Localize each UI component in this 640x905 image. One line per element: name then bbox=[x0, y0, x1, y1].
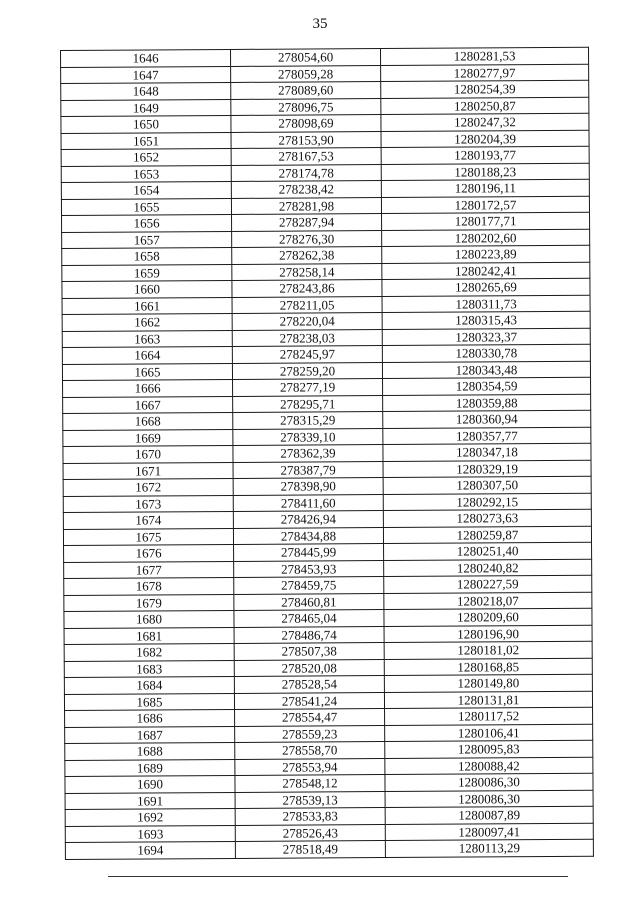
y-coordinate-cell: 1280347,18 bbox=[383, 443, 591, 461]
x-coordinate-cell: 278528,54 bbox=[234, 676, 384, 693]
point-number-cell: 1654 bbox=[61, 181, 231, 199]
y-coordinate-cell: 1280113,29 bbox=[385, 839, 593, 857]
y-coordinate-cell: 1280196,11 bbox=[381, 179, 589, 197]
point-number-cell: 1679 bbox=[64, 594, 234, 612]
point-number-cell: 1681 bbox=[64, 627, 234, 645]
x-coordinate-cell: 278554,47 bbox=[235, 709, 385, 726]
point-number-cell: 1694 bbox=[65, 841, 235, 859]
y-coordinate-cell: 1280311,73 bbox=[382, 295, 590, 313]
y-coordinate-cell: 1280307,50 bbox=[383, 476, 591, 494]
x-coordinate-cell: 278507,38 bbox=[234, 643, 384, 660]
point-number-cell: 1660 bbox=[62, 280, 232, 298]
y-coordinate-cell: 1280360,94 bbox=[383, 410, 591, 428]
y-coordinate-cell: 1280259,87 bbox=[383, 526, 591, 544]
y-coordinate-cell: 1280323,37 bbox=[382, 328, 590, 346]
point-number-cell: 1650 bbox=[61, 115, 231, 133]
x-coordinate-cell: 278339,10 bbox=[233, 428, 383, 445]
x-coordinate-cell: 278258,14 bbox=[232, 263, 382, 280]
y-coordinate-cell: 1280196,90 bbox=[384, 625, 592, 643]
y-coordinate-cell: 1280168,85 bbox=[384, 658, 592, 676]
y-coordinate-cell: 1280086,30 bbox=[385, 773, 593, 791]
x-coordinate-cell: 278533,83 bbox=[235, 808, 385, 825]
point-number-cell: 1675 bbox=[63, 528, 233, 546]
point-number-cell: 1657 bbox=[62, 231, 232, 249]
page-bottom-rule bbox=[108, 876, 568, 877]
x-coordinate-cell: 278387,79 bbox=[233, 461, 383, 478]
point-number-cell: 1655 bbox=[61, 198, 231, 216]
x-coordinate-cell: 278098,69 bbox=[231, 115, 381, 132]
y-coordinate-cell: 1280188,23 bbox=[381, 163, 589, 181]
y-coordinate-cell: 1280265,69 bbox=[382, 278, 590, 296]
point-number-cell: 1674 bbox=[63, 511, 233, 529]
x-coordinate-cell: 278315,29 bbox=[233, 412, 383, 429]
point-number-cell: 1678 bbox=[64, 577, 234, 595]
point-number-cell: 1689 bbox=[65, 759, 235, 777]
y-coordinate-cell: 1280223,89 bbox=[382, 245, 590, 263]
y-coordinate-cell: 1280281,53 bbox=[380, 47, 588, 65]
y-coordinate-cell: 1280172,57 bbox=[381, 196, 589, 214]
point-number-cell: 1658 bbox=[62, 247, 232, 265]
y-coordinate-cell: 1280357,77 bbox=[383, 427, 591, 445]
y-coordinate-cell: 1280315,43 bbox=[382, 311, 590, 329]
point-number-cell: 1666 bbox=[63, 379, 233, 397]
point-number-cell: 1690 bbox=[65, 775, 235, 793]
y-coordinate-cell: 1280177,71 bbox=[382, 212, 590, 230]
x-coordinate-cell: 278558,70 bbox=[235, 742, 385, 759]
page-number: 35 bbox=[312, 16, 328, 32]
point-number-cell: 1647 bbox=[61, 66, 231, 84]
x-coordinate-cell: 278518,49 bbox=[235, 841, 385, 858]
x-coordinate-cell: 278526,43 bbox=[235, 824, 385, 841]
point-number-cell: 1652 bbox=[61, 148, 231, 166]
y-coordinate-cell: 1280277,97 bbox=[381, 64, 589, 82]
x-coordinate-cell: 278174,78 bbox=[231, 164, 381, 181]
point-number-cell: 1663 bbox=[62, 330, 232, 348]
point-number-cell: 1664 bbox=[62, 346, 232, 364]
x-coordinate-cell: 278059,28 bbox=[231, 65, 381, 82]
y-coordinate-cell: 1280095,83 bbox=[385, 740, 593, 758]
y-coordinate-cell: 1280193,77 bbox=[381, 146, 589, 164]
x-coordinate-cell: 278245,97 bbox=[232, 346, 382, 363]
point-number-cell: 1680 bbox=[64, 610, 234, 628]
y-coordinate-cell: 1280359,88 bbox=[383, 394, 591, 412]
point-number-cell: 1677 bbox=[64, 561, 234, 579]
y-coordinate-cell: 1280204,39 bbox=[381, 130, 589, 148]
y-coordinate-cell: 1280202,60 bbox=[382, 229, 590, 247]
point-number-cell: 1671 bbox=[63, 462, 233, 480]
point-number-cell: 1648 bbox=[61, 82, 231, 100]
x-coordinate-cell: 278295,71 bbox=[233, 395, 383, 412]
x-coordinate-cell: 278211,05 bbox=[232, 296, 382, 313]
x-coordinate-cell: 278434,88 bbox=[233, 527, 383, 544]
point-number-cell: 1670 bbox=[63, 445, 233, 463]
y-coordinate-cell: 1280329,19 bbox=[383, 460, 591, 478]
point-number-cell: 1646 bbox=[61, 49, 231, 67]
coordinates-table bbox=[60, 47, 594, 860]
y-coordinate-cell: 1280097,41 bbox=[385, 823, 593, 841]
point-number-cell: 1665 bbox=[62, 363, 232, 381]
y-coordinate-cell: 1280131,81 bbox=[384, 691, 592, 709]
x-coordinate-cell: 278262,38 bbox=[232, 247, 382, 264]
point-number-cell: 1661 bbox=[62, 297, 232, 315]
x-coordinate-cell: 278281,98 bbox=[231, 197, 381, 214]
x-coordinate-cell: 278459,75 bbox=[234, 577, 384, 594]
x-coordinate-cell: 278276,30 bbox=[232, 230, 382, 247]
y-coordinate-cell: 1280242,41 bbox=[382, 262, 590, 280]
x-coordinate-cell: 278486,74 bbox=[234, 626, 384, 643]
point-number-cell: 1685 bbox=[64, 693, 234, 711]
x-coordinate-cell: 278548,12 bbox=[235, 775, 385, 792]
x-coordinate-cell: 278089,60 bbox=[231, 82, 381, 99]
point-number-cell: 1651 bbox=[61, 132, 231, 150]
point-number-cell: 1662 bbox=[62, 313, 232, 331]
point-number-cell: 1676 bbox=[64, 544, 234, 562]
y-coordinate-cell: 1280181,02 bbox=[384, 641, 592, 659]
point-number-cell: 1682 bbox=[64, 643, 234, 661]
y-coordinate-cell: 1280240,82 bbox=[384, 559, 592, 577]
y-coordinate-cell: 1280087,89 bbox=[385, 806, 593, 824]
x-coordinate-cell: 278453,93 bbox=[234, 560, 384, 577]
y-coordinate-cell: 1280343,48 bbox=[382, 361, 590, 379]
x-coordinate-cell: 278559,23 bbox=[235, 725, 385, 742]
point-number-cell: 1656 bbox=[62, 214, 232, 232]
x-coordinate-cell: 278465,04 bbox=[234, 610, 384, 627]
y-coordinate-cell: 1280330,78 bbox=[382, 344, 590, 362]
x-coordinate-cell: 278238,42 bbox=[231, 181, 381, 198]
point-number-cell: 1684 bbox=[64, 676, 234, 694]
x-coordinate-cell: 278287,94 bbox=[232, 214, 382, 231]
x-coordinate-cell: 278238,03 bbox=[232, 329, 382, 346]
table-row bbox=[65, 839, 593, 859]
y-coordinate-cell: 1280209,60 bbox=[384, 608, 592, 626]
x-coordinate-cell: 278096,75 bbox=[231, 98, 381, 115]
x-coordinate-cell: 278167,53 bbox=[231, 148, 381, 165]
point-number-cell: 1659 bbox=[62, 264, 232, 282]
y-coordinate-cell: 1280117,52 bbox=[385, 707, 593, 725]
x-coordinate-cell: 278460,81 bbox=[234, 593, 384, 610]
x-coordinate-cell: 278520,08 bbox=[234, 659, 384, 676]
coordinates-table-body bbox=[61, 47, 594, 859]
point-number-cell: 1687 bbox=[65, 726, 235, 744]
y-coordinate-cell: 1280254,39 bbox=[381, 80, 589, 98]
point-number-cell: 1692 bbox=[65, 808, 235, 826]
point-number-cell: 1668 bbox=[63, 412, 233, 430]
y-coordinate-cell: 1280250,87 bbox=[381, 97, 589, 115]
point-number-cell: 1688 bbox=[65, 742, 235, 760]
x-coordinate-cell: 278426,94 bbox=[233, 511, 383, 528]
x-coordinate-cell: 278153,90 bbox=[231, 131, 381, 148]
x-coordinate-cell: 278277,19 bbox=[233, 379, 383, 396]
y-coordinate-cell: 1280273,63 bbox=[383, 509, 591, 527]
point-number-cell: 1669 bbox=[63, 429, 233, 447]
x-coordinate-cell: 278398,90 bbox=[233, 478, 383, 495]
point-number-cell: 1649 bbox=[61, 99, 231, 117]
y-coordinate-cell: 1280292,15 bbox=[383, 493, 591, 511]
point-number-cell: 1667 bbox=[63, 396, 233, 414]
y-coordinate-cell: 1280086,30 bbox=[385, 790, 593, 808]
x-coordinate-cell: 278362,39 bbox=[233, 445, 383, 462]
point-number-cell: 1686 bbox=[65, 709, 235, 727]
point-number-cell: 1653 bbox=[61, 165, 231, 183]
x-coordinate-cell: 278259,20 bbox=[232, 362, 382, 379]
x-coordinate-cell: 278243,86 bbox=[232, 280, 382, 297]
x-coordinate-cell: 278445,99 bbox=[234, 544, 384, 561]
x-coordinate-cell: 278054,60 bbox=[230, 49, 380, 66]
y-coordinate-cell: 1280251,40 bbox=[384, 542, 592, 560]
x-coordinate-cell: 278541,24 bbox=[234, 692, 384, 709]
point-number-cell: 1691 bbox=[65, 792, 235, 810]
x-coordinate-cell: 278411,60 bbox=[233, 494, 383, 511]
x-coordinate-cell: 278539,13 bbox=[235, 791, 385, 808]
point-number-cell: 1673 bbox=[63, 495, 233, 513]
point-number-cell: 1672 bbox=[63, 478, 233, 496]
y-coordinate-cell: 1280106,41 bbox=[385, 724, 593, 742]
x-coordinate-cell: 278553,94 bbox=[235, 758, 385, 775]
y-coordinate-cell: 1280149,80 bbox=[384, 674, 592, 692]
y-coordinate-cell: 1280088,42 bbox=[385, 757, 593, 775]
y-coordinate-cell: 1280227,59 bbox=[384, 575, 592, 593]
y-coordinate-cell: 1280354,59 bbox=[383, 377, 591, 395]
y-coordinate-cell: 1280247,32 bbox=[381, 113, 589, 131]
x-coordinate-cell: 278220,04 bbox=[232, 313, 382, 330]
y-coordinate-cell: 1280218,07 bbox=[384, 592, 592, 610]
point-number-cell: 1693 bbox=[65, 825, 235, 843]
point-number-cell: 1683 bbox=[64, 660, 234, 678]
